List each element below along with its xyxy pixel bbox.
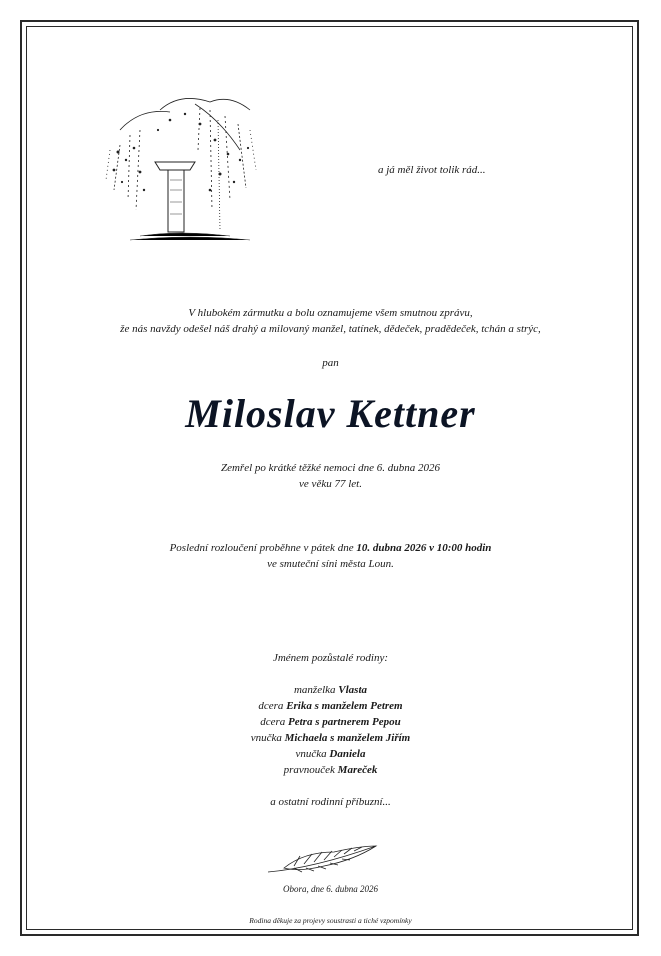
- death-info: [40, 460, 621, 492]
- ceremony-datetime: 10. dubna 2026 v 10:00 hodin: [356, 542, 492, 554]
- family-member: manželka Vlasta: [293, 684, 368, 696]
- family-intro: Jménem pozůstalé rodiny:: [272, 652, 389, 664]
- death-line-2: ve věku 77 let.: [299, 478, 362, 490]
- family-list: [40, 682, 621, 778]
- family-member: pravnouček Mareček: [283, 764, 378, 776]
- other-relatives: a ostatní rodinní příbuzní...: [270, 796, 391, 808]
- intro-line-2: že nás navždy odešel náš drahý a milovaný manžel, tatínek, dědeček, pradědeček, tchán a strýc,: [120, 323, 541, 335]
- intro-line-1: V hlubokém zármutku a bolu oznamujeme všem smutnou zprávu,: [188, 307, 473, 319]
- deceased-name: Miloslav Kettner: [185, 391, 476, 436]
- feather-icon: [264, 838, 380, 878]
- title-prefix: pan: [322, 357, 339, 369]
- death-line-1: Zemřel po krátké těžké nemoci dne 6. dubna 2026: [220, 462, 441, 474]
- family-member: dcera Erika s manželem Petrem: [258, 700, 403, 712]
- place-date: Obora, dne 6. dubna 2026: [283, 884, 378, 894]
- family-member: vnučka Daniela: [295, 748, 366, 760]
- ceremony-info: [40, 540, 621, 572]
- weeping-willow-illustration: [100, 90, 262, 242]
- family-member: vnučka Michaela s manželem Jiřím: [250, 732, 411, 744]
- motto: a já měl život tolik rád...: [378, 164, 486, 176]
- ceremony-prefix: Poslední rozloučení proběhne v pátek dne: [169, 542, 357, 554]
- ceremony-line-2: ve smuteční síni města Loun.: [267, 558, 394, 570]
- family-member: dcera Petra s partnerem Pepou: [260, 716, 401, 728]
- footer-note: Rodina děkuje za projevy soustrasti a tiché vzpomínky: [249, 916, 412, 925]
- ceremony-line-1: [40, 540, 621, 556]
- intro-text: [40, 305, 621, 337]
